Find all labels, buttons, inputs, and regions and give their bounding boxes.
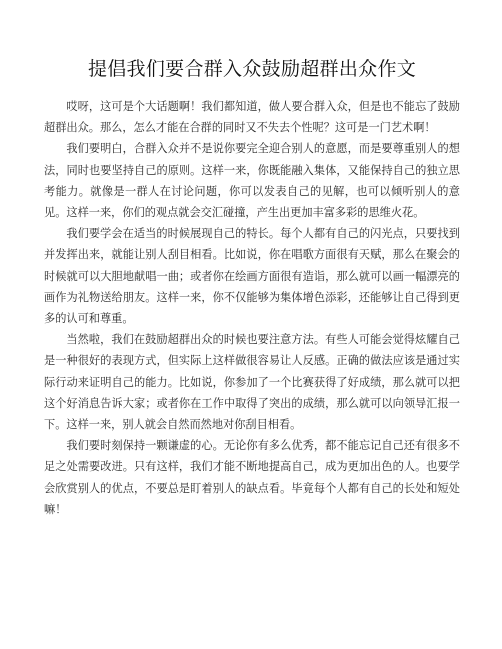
document-title: 提倡我们要合群入众鼓励超群出众作文 xyxy=(87,58,417,80)
paragraph-5: 我们要时刻保持一颗谦虚的心。无论你有多么优秀，都不能忘记自己还有很多不足之处需要改进。只有这样，我们才能不断地提高自己，成为更加出色的人。也要学会欣赏别人的优点，不要总是盯着别人的缺点看。毕竟每个人都有自己的长处和短处嘛！ xyxy=(44,439,460,516)
paragraph-2: 我们要明白，合群入众并不是说你要完全迎合别人的意愿，而是要尊重别人的想法，同时也要坚持自己的原则。这样一来，你既能融入集体，又能保持自己的独立思考能力。就像是一群人在讨论问题，你可以发表自己的见解，也可以倾听别人的意见。这样一来，你们的观点就会交汇碰撞，产生出更加丰富多彩的思维火花。 xyxy=(44,142,460,220)
paragraph-4: 当然啦，我们在鼓励超群出众的时候也要注意方法。有些人可能会觉得炫耀自己是一种很好的表现方式，但实际上这样做很容易让人反感。正确的做法应该是通过实际行动来证明自己的能力。比如说，你参加了一个比赛获得了好成绩，那么就可以把这个好消息告诉大家；或者你在工作中取得了突出的成绩，那么就可以向领导汇报一下。这样一来，别人就会自然而然地对你刮目相看。 xyxy=(44,333,460,432)
paragraph-3: 我们要学会在适当的时候展现自己的特长。每个人都有自己的闪光点，只要找到并发挥出来，就能让别人刮目相看。比如说，你在唱歌方面很有天赋，那么在聚会的时候就可以大胆地献唱一曲；或者你在绘画方面很有造诣，那么就可以画一幅漂亮的画作为礼物送给朋友。这样一来，你不仅能够为集体增色添彩，还能够让自己得到更多的认可和尊重。 xyxy=(44,227,460,326)
paragraph-1: 哎呀，这可是个大话题啊！我们都知道，做人要合群入众，但是也不能忘了鼓励超群出众。那么，怎么才能在合群的同时又不失去个性呢？这可是一门艺术啊！ xyxy=(44,100,460,135)
